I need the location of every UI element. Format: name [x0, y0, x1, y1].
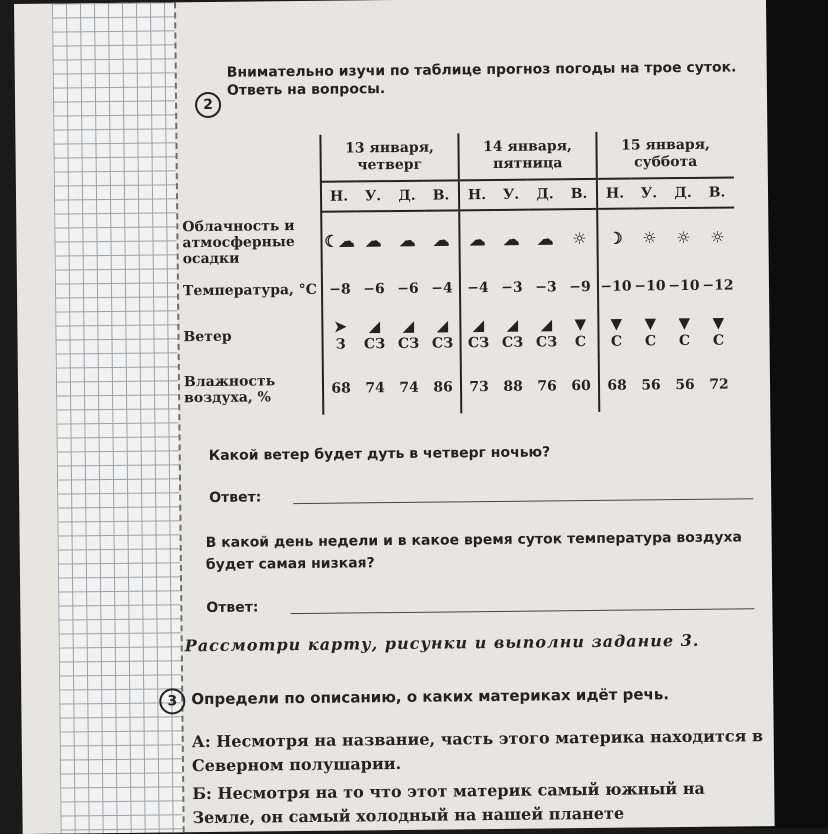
humidity-value: 76 — [537, 378, 557, 395]
wind-arrow-icon: ▼ — [712, 313, 725, 332]
temp-value: −4 — [431, 280, 453, 297]
temp-value: −10 — [634, 278, 666, 295]
humidity-row-label: Влажность воздуха, % — [183, 373, 276, 407]
wind-arrow-icon: ▼ — [610, 314, 623, 333]
time-of-day: В. — [700, 177, 734, 207]
task-3-intro: Рассмотри карту, рисунки и выполни задание 3. — [184, 630, 700, 656]
wind-arrow-icon: ▼ — [574, 315, 587, 334]
time-of-day: Н. — [459, 180, 494, 210]
humidity-value: 60 — [571, 377, 591, 395]
humidity-value: 74 — [365, 380, 385, 397]
cloud-row-label: Облачность и атмосферные осадки — [182, 217, 295, 267]
wind-direction: С — [574, 334, 587, 351]
time-of-day: Д. — [390, 181, 424, 211]
wind-row-label: Ветер — [183, 328, 232, 346]
cloud-icon: ☁ — [503, 229, 520, 249]
sun-icon: ☼ — [642, 227, 657, 247]
humidity-value: 72 — [709, 376, 729, 393]
wind-direction: СЗ — [431, 335, 454, 352]
cloud-icon: ☁ — [469, 229, 486, 249]
humidity-value: 73 — [461, 361, 497, 413]
humidity-value: 56 — [675, 376, 695, 394]
weather-table — [175, 130, 736, 416]
wind-direction: СЗ — [467, 335, 490, 352]
wind-arrow-icon: ➤ — [334, 317, 347, 336]
cloud-icon: ☁ — [399, 230, 416, 250]
wind-arrow-icon: ◢ — [472, 316, 485, 335]
wind-direction: С — [610, 333, 623, 350]
wind-arrow-icon: ◢ — [436, 316, 449, 335]
wind-arrow-icon: ◢ — [402, 316, 415, 335]
temp-value: −6 — [363, 281, 385, 298]
time-of-day: В. — [562, 179, 597, 209]
page-content — [164, 0, 775, 832]
wind-direction: СЗ — [535, 334, 558, 351]
day-header-3: 15 января, суббота — [596, 130, 733, 178]
wind-direction: З — [335, 336, 346, 353]
wind-arrow-icon: ◢ — [506, 315, 519, 334]
wind-arrow-icon: ◢ — [540, 315, 553, 334]
wind-direction: С — [644, 333, 657, 350]
humidity-value: 68 — [323, 362, 359, 414]
task-3-item-a: А: Несмотря на название, часть этого материка находится в Северном полушарии. — [191, 726, 764, 776]
wind-arrow-icon: ▼ — [678, 313, 691, 333]
humidity-value: 88 — [503, 378, 523, 395]
task-2-number: 2 — [195, 92, 221, 118]
temp-value: −3 — [535, 279, 557, 296]
time-of-day: В. — [424, 180, 459, 210]
temp-value: −10 — [668, 277, 700, 295]
time-of-day: Д. — [528, 179, 562, 209]
humidity-value: 74 — [399, 379, 419, 396]
sun-icon: ☼ — [572, 228, 587, 248]
task-3-item-b: Б: Несмотря на то что этот материк самый южный на Земле, он самый холодный на нашей планете — [192, 778, 705, 828]
moon-icon: ☽ — [608, 228, 623, 248]
temp-value: −9 — [569, 278, 591, 296]
temp-value: −3 — [501, 279, 523, 296]
temp-value: −8 — [322, 270, 357, 308]
wind-direction: СЗ — [397, 335, 420, 352]
time-of-day: У. — [632, 178, 666, 208]
cloud-icon: ☁ — [433, 229, 450, 250]
cloud-sun-icon: ☁ — [365, 230, 382, 250]
temp-value: −12 — [702, 277, 734, 294]
wind-arrow-icon: ◢ — [368, 317, 381, 336]
wind-direction: СЗ — [363, 336, 386, 353]
question-1: Какой ветер будет дуть в четверг ночью? — [208, 444, 551, 464]
wind-direction: С — [712, 332, 725, 349]
temp-value: −10 — [598, 268, 633, 306]
time-of-day: Д. — [666, 178, 700, 208]
task-2-instruction: Внимательно изучи по таблице прогноз погоды на трое суток. Ответь на вопросы. — [226, 59, 737, 99]
temp-value: −4 — [460, 269, 495, 307]
answer-line-1[interactable] — [293, 498, 753, 504]
day-header-1: 13 января, четверг — [320, 133, 458, 181]
time-of-day: Н. — [321, 181, 356, 211]
task-3-number: 3 — [159, 688, 185, 714]
answer-label-2: Ответ: — [206, 599, 259, 617]
sun-icon: ☼ — [676, 227, 691, 247]
sun-icon: ☼ — [710, 227, 725, 247]
time-of-day: У. — [494, 180, 528, 210]
time-of-day: Н. — [597, 179, 632, 209]
task-3-instruction: Определи по описанию, о каких материках идёт речь. — [191, 685, 670, 709]
answer-label-1: Ответ: — [209, 489, 262, 506]
cloud-icon: ☁ — [537, 228, 554, 249]
humidity-value: 56 — [641, 377, 661, 394]
workbook-page — [14, 0, 775, 834]
day-header-2: 14 января, пятница — [458, 132, 596, 180]
wind-direction: СЗ — [501, 334, 524, 351]
humidity-value: 68 — [599, 360, 635, 412]
humidity-value: 86 — [433, 379, 453, 396]
answer-line-2[interactable] — [290, 608, 754, 614]
question-2: В какой день недели и в какое время суток температура воздуха будет самая низкая? — [205, 529, 742, 574]
temp-value: −6 — [397, 280, 419, 298]
moon-cloud-icon: ☾☁ — [324, 230, 355, 251]
wind-direction: С — [678, 332, 691, 350]
temp-row-label: Температура, °С — [182, 281, 317, 300]
time-of-day: У. — [356, 181, 390, 211]
wind-arrow-icon: ▼ — [644, 314, 657, 333]
